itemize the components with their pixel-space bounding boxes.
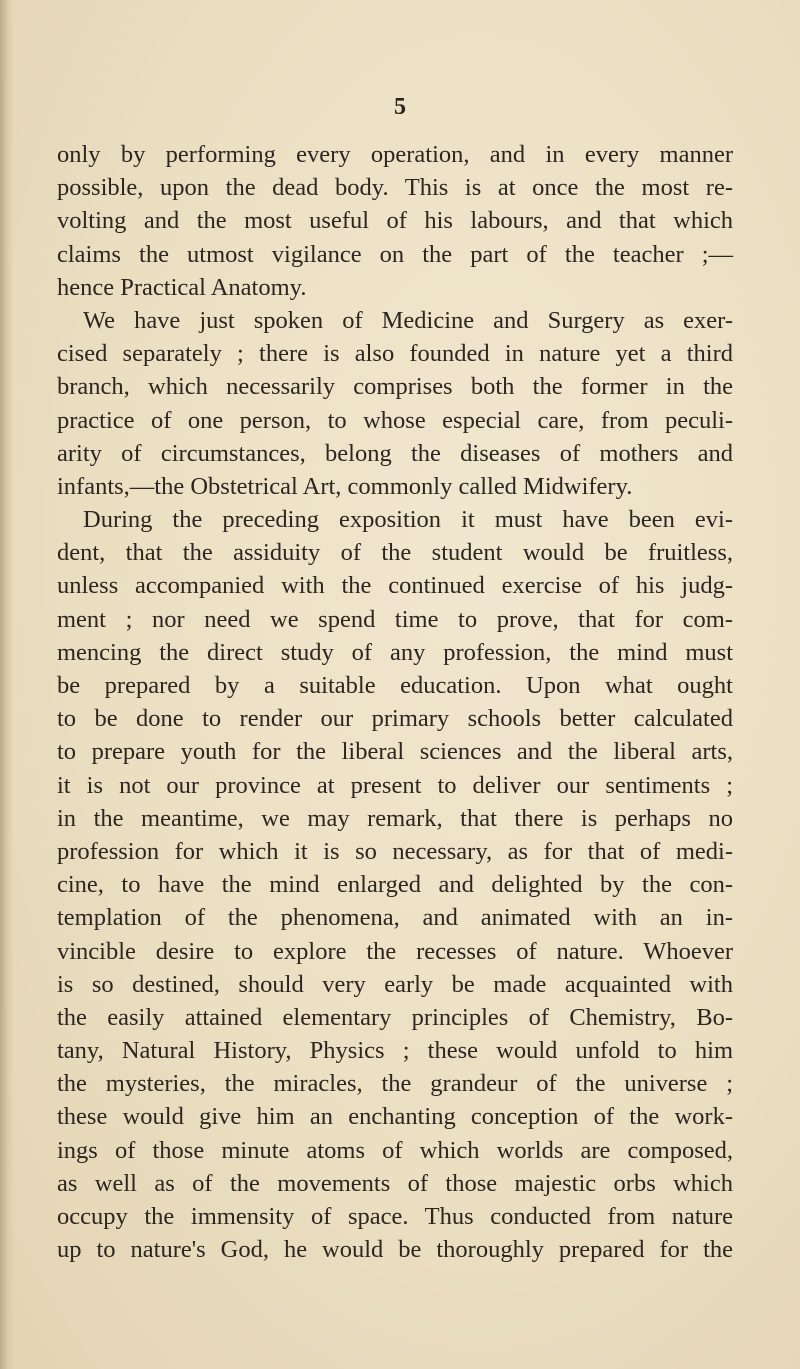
text-line: volting and the most useful of his labours, and that which [57,207,733,235]
body-text [57,138,733,1266]
text-line: templation of the phenomena, and animated with an in- [57,904,733,932]
text-line: hence Practical Anatomy. [57,273,307,301]
text-line: claims the utmost vigilance on the part of the teacher ;— [57,240,733,268]
text-line: to be done to render our primary schools better calculated [57,705,733,733]
text-line: as well as of the movements of those majestic orbs which [57,1169,733,1197]
text-line: tany, Natural History, Physics ; these would unfold to him [57,1037,733,1065]
text-line: profession for which it is so necessary, as for that of medi- [57,837,733,865]
text-line: During the preceding exposition it must have been evi- [83,506,733,534]
text-line: branch, which necessarily comprises both the former in the [57,373,733,401]
text-line: cised separately ; there is also founded in nature yet a third [57,340,733,368]
text-line: to prepare youth for the liberal sciences and the liberal arts, [57,738,733,766]
text-line: unless accompanied with the continued exercise of his judg- [57,572,733,600]
text-line: infants,—the Obstetrical Art, commonly called Midwifery. [57,472,633,500]
text-line: ment ; nor need we spend time to prove, that for com- [57,605,733,633]
text-line: possible, upon the dead body. This is at once the most re- [57,174,733,202]
text-line: dent, that the assiduity of the student would be fruitless, [57,539,733,567]
text-line: cine, to have the mind enlarged and delighted by the con- [57,871,733,899]
text-line: the easily attained elementary principles of Chemistry, Bo- [57,1003,733,1031]
text-line: the mysteries, the miracles, the grandeur of the universe ; [57,1070,733,1098]
page-edge-shadow [0,0,14,1369]
text-line: up to nature's God, he would be thoroughly prepared for the [57,1236,733,1264]
text-line: We have just spoken of Medicine and Surgery as exer- [83,306,733,334]
text-line: these would give him an enchanting conception of the work- [57,1103,733,1131]
text-line: is so destined, should very early be made acquainted with [57,970,733,998]
text-line: only by performing every operation, and in every manner [57,141,733,168]
text-line: be prepared by a suitable education. Upon what ought [57,672,733,699]
text-line: in the meantime, we may remark, that there is perhaps no [57,804,733,832]
text-line: practice of one person, to whose especial care, from peculi- [57,406,733,434]
text-line: ings of those minute atoms of which worlds are composed, [57,1136,733,1164]
text-line: it is not our province at present to deliver our sentiments ; [57,771,733,799]
text-line: mencing the direct study of any profession, the mind must [57,638,733,666]
text-line: occupy the immensity of space. Thus conducted from nature [57,1203,733,1230]
text-line: vincible desire to explore the recesses of nature. Whoever [57,937,733,965]
text-line: arity of circumstances, belong the diseases of mothers and [57,439,733,467]
page-number: 5 [394,94,406,120]
